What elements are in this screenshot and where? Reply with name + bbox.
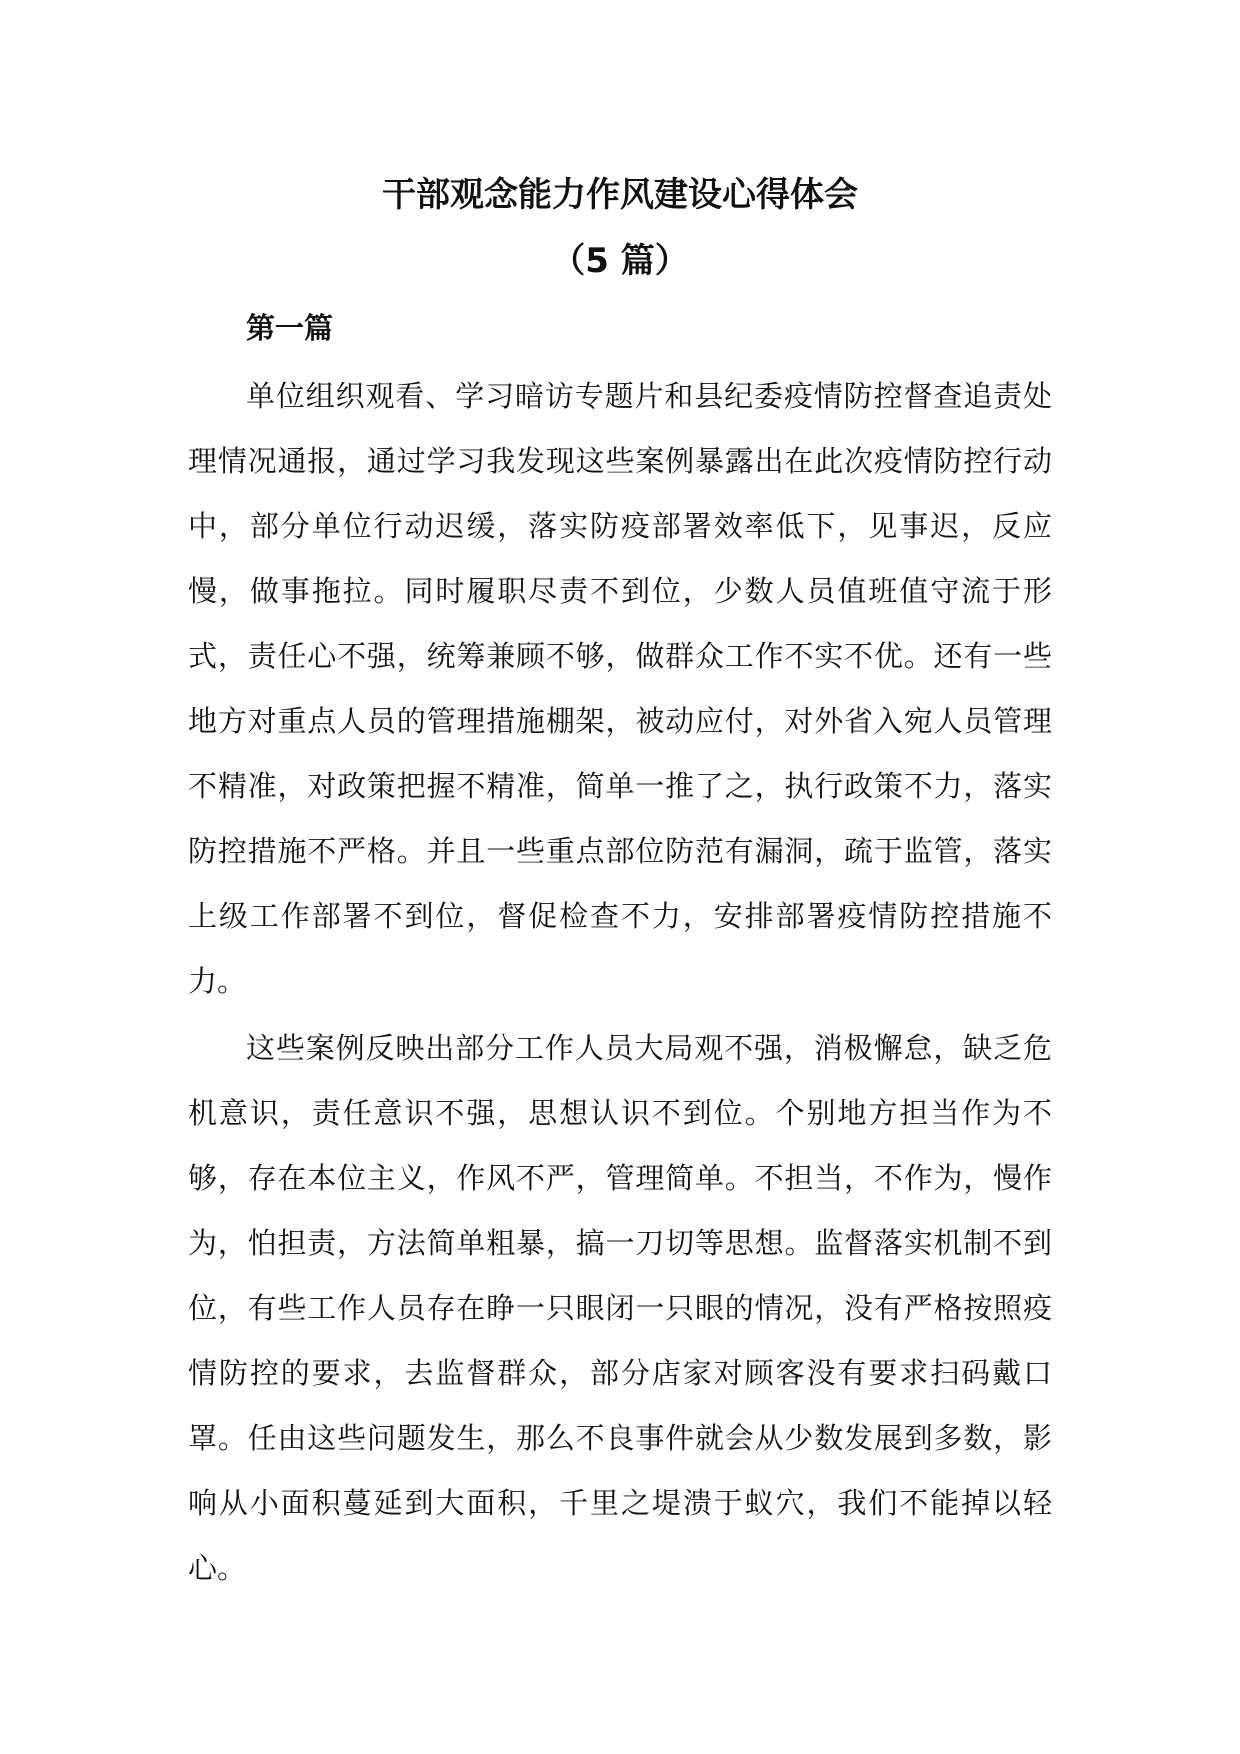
document-subtitle: （5 篇）	[551, 241, 689, 281]
body-paragraph-2: 这些案例反映出部分工作人员大局观不强，消极懈怠，缺乏危机意识，责任意识不强，思想认识不到位。个别地方担当作为不够，存在本位主义，作风不严，管理简单。不担当，不作为，慢作为，怕担责，方法简单粗暴，搞一刀切等思想。监督落实机制不到位，有些工作人员存在睁一只眼闭一只眼的情况，没有严格按照疫情防控的要求，去监督群众，部分店家对顾客没有要求扫码戴口罩。任由这些问题发生，那么不良事件就会从少数发展到多数，影响从小面积蔓延到大面积，千里之堤溃于蚁穴，我们不能掉以轻心。	[188, 1031, 1052, 1585]
section-heading: 第一篇	[246, 311, 334, 345]
body-paragraph-1: 单位组织观看、学习暗访专题片和县纪委疫情防控督查追责处理情况通报，通过学习我发现这些案例暴露出在此次疫情防控行动中，部分单位行动迟缓，落实防疫部署效率低下，见事迟，反应慢，做事拖拉。同时履职尽责不到位，少数人员值班值守流于形式，责任心不强，统筹兼顾不够，做群众工作不实不优。还有一些地方对重点人员的管理措施棚架，被动应付，对外省入宛人员管理不精准，对政策把握不精准，简单一推了之，执行政策不力，落实防控措施不严格。并且一些重点部位防范有漏洞，疏于监管，落实上级工作部署不到位，督促检查不力，安排部署疫情防控措施不力。	[188, 379, 1052, 998]
document-title: 干部观念能力作风建设心得体会	[382, 175, 858, 215]
